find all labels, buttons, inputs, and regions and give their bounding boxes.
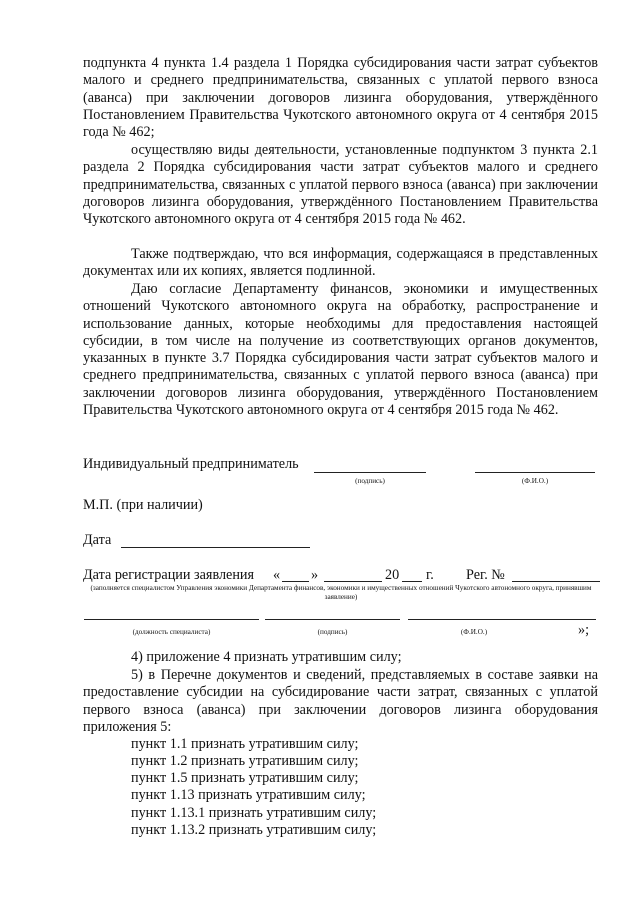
- paragraph-2: осуществляю виды деятельности, установленные подпунктом 3 пункта 2.1 раздела 2 Порядка субсидирования части затрат субъектов малого и среднего предпринимательства, связанных с уплатой первого взноса (аванса) при заключении договоров лизинга оборудования, утверждённого Постановлением Правительства Чукотского автономного округа от 4 сентября 2015 года № 462.: [83, 142, 598, 228]
- registration-number-label: Рег. №: [466, 567, 505, 583]
- paragraph-1: подпункта 4 пункта 1.4 раздела 1 Порядка субсидирования части затрат субъектов малого и среднего предпринимательства, связанных с уплатой первого взноса (аванса) при заключении договоров лизинга оборудования, утверждённого Постановлением Правительства Чукотского автономного округа от 4 сентября 2015 года № 462;: [83, 55, 598, 141]
- point-item: пункт 1.1 признать утратившим силу;: [131, 736, 359, 752]
- point-item: пункт 1.13.1 признать утратившим силу;: [131, 805, 377, 821]
- registration-year-suffix: г.: [426, 567, 434, 583]
- specialist-name-line[interactable]: [408, 619, 596, 620]
- item-4: 4) приложение 4 признать утратившим силу;: [131, 649, 402, 665]
- point-item: пункт 1.13 признать утратившим силу;: [131, 787, 366, 803]
- registration-day-line[interactable]: [282, 581, 309, 582]
- signature-name-line[interactable]: [475, 472, 595, 473]
- end-quote-mark: »;: [578, 622, 590, 638]
- registration-month-line[interactable]: [324, 581, 382, 582]
- registration-note: (заполняется специалистом Управления экономики Департамента финансов, экономики и имущественных отношений Чукотского автономного округа, принявшим заявление): [90, 584, 592, 601]
- caption-sign: (подпись): [355, 477, 385, 485]
- registration-year-line[interactable]: [402, 581, 422, 582]
- specialist-position-line[interactable]: [84, 619, 259, 620]
- date-line[interactable]: [121, 547, 310, 548]
- specialist-sign-line[interactable]: [265, 619, 400, 620]
- registration-year-prefix: 20: [385, 567, 400, 583]
- caption-position: (должность специалиста): [132, 628, 211, 636]
- signature-sign-line[interactable]: [314, 472, 426, 473]
- caption-specialist-sign: (подпись): [317, 628, 348, 636]
- paragraph-3: Также подтверждаю, что вся информация, содержащаяся в представленных документах или их копиях, является подлинной.: [83, 246, 598, 280]
- registration-number-line[interactable]: [512, 581, 600, 582]
- date-label: Дата: [83, 532, 112, 548]
- paragraph-4: Даю согласие Департаменту финансов, экономики и имущественных отношений Чукотского автономного округа на обработку, распространение и использование данных, которые необходимы для предоставления настоящей субсидии, в том числе на получение из соответствующих органов документов, указанных в пункте 3.7 Порядка субсидирования части затрат субъектов малого и среднего предпринимательства, связанных с уплатой первого взноса (аванса) при заключении договоров лизинга оборудования, утверждённого Постановлением Правительства Чукотского автономного округа от 4 сентября 2015 года № 462.: [83, 281, 598, 419]
- stamp-label: М.П. (при наличии): [83, 497, 203, 513]
- point-item: пункт 1.13.2 признать утратившим силу;: [131, 822, 377, 838]
- caption-name: (Ф.И.О.): [521, 477, 549, 485]
- registration-label: Дата регистрации заявления: [83, 567, 255, 583]
- registration-open-quote: «: [273, 567, 281, 583]
- point-item: пункт 1.2 признать утратившим силу;: [131, 753, 359, 769]
- caption-specialist-name: (Ф.И.О.): [460, 628, 488, 636]
- point-item: пункт 1.5 признать утратившим силу;: [131, 770, 359, 786]
- item-5: 5) в Перечне документов и сведений, представляемых в составе заявки на предоставление субсидии на субсидирование части затрат, связанных с уплатой первого взноса (аванса) при заключении договоров лизинга оборудования приложения 5:: [83, 667, 598, 735]
- signature-label: Индивидуальный предприниматель: [83, 456, 299, 472]
- registration-close-quote: »: [311, 567, 319, 583]
